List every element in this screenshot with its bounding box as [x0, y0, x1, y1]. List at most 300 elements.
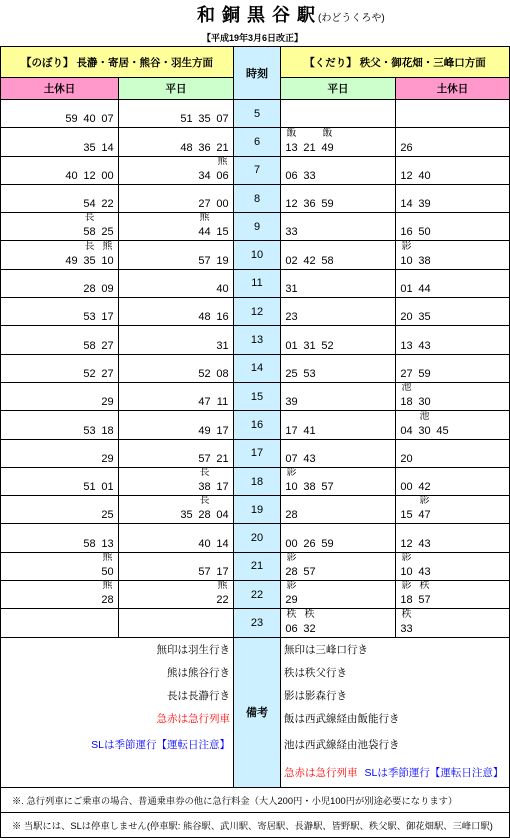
- departure: [83, 100, 96, 125]
- departure-minute: 18: [400, 396, 413, 409]
- departure-minute: 00: [216, 198, 229, 211]
- departure-minute: 12: [285, 198, 298, 211]
- departure-minute: 52: [198, 367, 211, 380]
- departure-minute: 49: [198, 424, 211, 437]
- down-holiday-cell: [396, 440, 510, 468]
- departure: [216, 100, 229, 125]
- departure: [216, 581, 229, 606]
- departure: [216, 496, 229, 521]
- departure: [101, 185, 114, 210]
- departure-minute: 10: [400, 566, 413, 579]
- departure-minute: 48: [180, 141, 193, 154]
- departure-minute: 28: [101, 594, 114, 607]
- departure-minute: 51: [180, 113, 193, 126]
- destination-mark: 長: [199, 467, 210, 479]
- up-holiday-cell: [1, 411, 119, 439]
- hour-label: 9: [234, 213, 281, 241]
- departure: [400, 298, 413, 323]
- hour-row: [1, 185, 510, 213]
- departure-minute: 31: [216, 339, 229, 352]
- hour-label: 11: [234, 270, 281, 298]
- down-holiday-cell: [396, 128, 510, 156]
- departure-minute: 40: [83, 113, 96, 126]
- destination-mark: 熊: [102, 241, 113, 252]
- departure-minute: 40: [65, 169, 78, 182]
- hour-label: 15: [234, 383, 281, 411]
- destination-mark: 影: [286, 467, 297, 479]
- departure-minute: 45: [436, 424, 449, 437]
- departure: [303, 440, 316, 465]
- up-weekday-cell: [119, 157, 234, 185]
- departure: [198, 383, 211, 408]
- departure: [285, 129, 298, 154]
- departure: [303, 129, 316, 154]
- hour-row: [1, 440, 510, 468]
- departure-minute: 16: [216, 311, 229, 324]
- note-express-fare: ※. 急行列車にご乗車の場合、普通乗車券の他に急行料金（大人200円・小児100円が別途必要になります）: [1, 788, 510, 813]
- destination-mark: 飯: [322, 128, 333, 139]
- up-holiday-cell: [1, 185, 119, 213]
- station-reading: (わどうくろや): [318, 13, 385, 24]
- note-sl-stops: ※ 当駅には、SLは停車しません(停車駅: 熊谷駅、武川駅、寄居駅、長瀞駅、皆野駅、秩父駅、御花畑駅、三峰口駅): [1, 813, 510, 838]
- departure-minute: 09: [101, 283, 114, 296]
- down-holiday-cell: [396, 468, 510, 496]
- departure: [198, 242, 211, 267]
- down-weekday-cell: [281, 411, 396, 439]
- departure-minute: 21: [303, 141, 316, 154]
- hour-label: 17: [234, 440, 281, 468]
- up-holiday-cell: [1, 355, 119, 383]
- departure-minute: 18: [400, 594, 413, 607]
- down-weekday-cell: [281, 440, 396, 468]
- up-weekday-cell: [119, 524, 234, 552]
- departure: [83, 525, 96, 550]
- departure: [198, 496, 211, 521]
- departure-minute: 28: [285, 509, 298, 522]
- up-weekday-cell: [119, 270, 234, 298]
- departure: [321, 525, 334, 550]
- departure: [303, 553, 316, 578]
- departure-minute: 13: [101, 537, 114, 550]
- hour-label: 6: [234, 128, 281, 156]
- hour-label: 18: [234, 468, 281, 496]
- hour-row: [1, 298, 510, 326]
- departure: [216, 327, 229, 352]
- departure: [101, 581, 114, 606]
- header-up-direction: 【のぼり】 長瀞・寄居・熊谷・羽生方面: [1, 47, 234, 78]
- up-weekday-cell: [119, 100, 234, 128]
- departure-minute: 36: [303, 198, 316, 211]
- departure: [101, 157, 114, 182]
- departure-minute: 17: [101, 311, 114, 324]
- departure-minute: 53: [83, 311, 96, 324]
- departure: [198, 100, 211, 125]
- down-weekday-cell: [281, 241, 396, 269]
- departure-minute: 13: [285, 141, 298, 154]
- departure: [400, 610, 413, 635]
- departure: [216, 440, 229, 465]
- departure: [285, 327, 298, 352]
- up-holiday-cell: [1, 326, 119, 354]
- departure-minute: 44: [198, 226, 211, 239]
- hour-row: [1, 326, 510, 354]
- header-down-holiday: 土休日: [396, 78, 510, 100]
- down-weekday-cell: [281, 468, 396, 496]
- departure: [101, 440, 114, 465]
- departure: [216, 270, 229, 295]
- hour-row: [1, 270, 510, 298]
- departure-minute: 31: [285, 283, 298, 296]
- hour-label: 14: [234, 355, 281, 383]
- departure-minute: 26: [400, 141, 413, 154]
- departure-minute: 13: [400, 339, 413, 352]
- down-holiday-cell: [396, 553, 510, 581]
- departure-minute: 25: [285, 367, 298, 380]
- departure-minute: 33: [303, 169, 316, 182]
- down-weekday-cell: [281, 496, 396, 524]
- destination-mark: 秩: [286, 609, 297, 620]
- departure: [216, 355, 229, 380]
- departure: [400, 383, 413, 408]
- departure: [400, 270, 413, 295]
- departure: [216, 468, 229, 493]
- header-up-holiday: 土休日: [1, 78, 119, 100]
- hour-row: [1, 355, 510, 383]
- up-holiday-cell: [1, 553, 119, 581]
- revision-date: 【平成19年3月6日改正】: [202, 33, 304, 43]
- destination-mark: 池: [419, 411, 430, 422]
- header-time-label: 時刻: [234, 47, 281, 100]
- legend-up-default: 無印は羽生行き: [156, 644, 230, 657]
- legend-down-express-sl: [284, 759, 509, 787]
- departure-minute: 47: [198, 396, 211, 409]
- departure-minute: 59: [321, 537, 334, 550]
- up-holiday-cell: [1, 270, 119, 298]
- departure: [400, 581, 413, 606]
- down-holiday-cell: [396, 100, 510, 128]
- departure-minute: 15: [216, 226, 229, 239]
- departure: [101, 327, 114, 352]
- destination-mark: 影: [401, 241, 412, 252]
- departure-minute: 54: [83, 198, 96, 211]
- departure: [83, 213, 96, 238]
- departure-minute: 23: [285, 311, 298, 324]
- departure: [436, 412, 449, 437]
- down-holiday-cell: [396, 270, 510, 298]
- departure-minute: 00: [101, 169, 114, 182]
- destination-mark: 飯: [286, 128, 297, 139]
- up-holiday-cell: [1, 468, 119, 496]
- up-weekday-cell: [119, 383, 234, 411]
- destination-mark: 熊: [102, 581, 113, 592]
- departure: [321, 327, 334, 352]
- hour-label: 22: [234, 581, 281, 609]
- departure: [285, 157, 298, 182]
- down-weekday-cell: [281, 383, 396, 411]
- destination-mark: 長: [84, 213, 95, 224]
- up-weekday-cell: [119, 326, 234, 354]
- departure: [101, 553, 114, 578]
- departure-minute: 30: [418, 396, 431, 409]
- departure-minute: 51: [83, 481, 96, 494]
- up-holiday-cell: [1, 496, 119, 524]
- hour-row: [1, 241, 510, 269]
- down-weekday-cell: [281, 524, 396, 552]
- departure-minute: 33: [400, 622, 413, 635]
- departure-minute: 06: [285, 169, 298, 182]
- departure-minute: 58: [83, 226, 96, 239]
- departure-minute: 01: [285, 339, 298, 352]
- departure: [216, 185, 229, 210]
- departure-minute: 59: [418, 367, 431, 380]
- departure: [216, 213, 229, 238]
- departure-minute: 35: [418, 311, 431, 324]
- down-weekday-cell: [281, 100, 396, 128]
- up-holiday-cell: [1, 581, 119, 609]
- down-weekday-cell: [281, 270, 396, 298]
- up-holiday-cell: [1, 609, 119, 637]
- destination-mark: 影: [401, 552, 412, 564]
- departure: [321, 242, 334, 267]
- hour-row: [1, 100, 510, 128]
- departure-minute: 57: [198, 254, 211, 267]
- departure-minute: 00: [285, 537, 298, 550]
- departure-minute: 32: [303, 622, 316, 635]
- departure-minute: 27: [198, 198, 211, 211]
- departure: [418, 525, 431, 550]
- up-weekday-cell: [119, 553, 234, 581]
- legend-label: 備考: [234, 638, 281, 788]
- destination-mark: 長: [84, 241, 95, 252]
- departure-minute: 35: [83, 254, 96, 267]
- departure-minute: 27: [101, 339, 114, 352]
- destination-mark: 影: [286, 581, 297, 592]
- up-holiday-cell: [1, 383, 119, 411]
- down-holiday-cell: [396, 326, 510, 354]
- hour-row: [1, 411, 510, 439]
- departure-minute: 34: [198, 169, 211, 182]
- departure-minute: 36: [198, 141, 211, 154]
- hour-label: 13: [234, 326, 281, 354]
- departure: [180, 129, 193, 154]
- down-weekday-cell: [281, 128, 396, 156]
- destination-mark: 影: [419, 496, 430, 507]
- down-weekday-cell: [281, 185, 396, 213]
- down-holiday-cell: [396, 355, 510, 383]
- departure-minute: 12: [400, 537, 413, 550]
- departure-minute: 01: [101, 481, 114, 494]
- departure: [198, 355, 211, 380]
- departure: [83, 242, 96, 267]
- down-holiday-cell: [396, 383, 510, 411]
- departure: [400, 525, 413, 550]
- departure: [285, 185, 298, 210]
- destination-mark: 秩: [401, 609, 412, 620]
- up-weekday-cell: [119, 411, 234, 439]
- legend-down-default: 無印は三峰口行き: [284, 644, 368, 657]
- departure-minute: 44: [418, 283, 431, 296]
- up-weekday-cell: [119, 609, 234, 637]
- departure-minute: 35: [180, 509, 193, 522]
- departure: [418, 496, 431, 521]
- departure: [303, 525, 316, 550]
- departure: [83, 355, 96, 380]
- down-holiday-cell: [396, 157, 510, 185]
- departure: [400, 553, 413, 578]
- departure: [101, 525, 114, 550]
- departure-minute: 58: [83, 537, 96, 550]
- departure-minute: 40: [198, 537, 211, 550]
- station-name: 和 銅 黒 谷 駅: [197, 5, 317, 25]
- departure: [101, 496, 114, 521]
- departure: [418, 242, 431, 267]
- departure: [418, 412, 431, 437]
- departure-minute: 21: [216, 141, 229, 154]
- departure: [400, 440, 413, 465]
- hour-label: 8: [234, 185, 281, 213]
- departure-minute: 57: [198, 452, 211, 465]
- departure: [418, 355, 431, 380]
- hour-label: 21: [234, 553, 281, 581]
- departure: [285, 412, 298, 437]
- departure-minute: 42: [418, 481, 431, 494]
- departure-minute: 11: [216, 396, 229, 409]
- departure: [216, 412, 229, 437]
- hour-label: 7: [234, 157, 281, 185]
- departure: [101, 270, 114, 295]
- legend-down-chichibu: 秩は秩父行き: [284, 667, 347, 680]
- departure-minute: 38: [303, 481, 316, 494]
- hour-row: [1, 128, 510, 156]
- departure: [303, 242, 316, 267]
- departure-minute: 30: [418, 424, 431, 437]
- hour-rows: [1, 100, 510, 638]
- header-down-weekday: 平日: [281, 78, 396, 100]
- departure-minute: 15: [400, 509, 413, 522]
- departure-minute: 04: [216, 509, 229, 522]
- departure-minute: 39: [418, 198, 431, 211]
- departure-minute: 17: [216, 566, 229, 579]
- departure: [83, 412, 96, 437]
- departure-minute: 22: [101, 198, 114, 211]
- departure-minute: 29: [101, 452, 114, 465]
- up-weekday-cell: [119, 355, 234, 383]
- departure-minute: 27: [400, 367, 413, 380]
- destination-mark: 熊: [102, 552, 113, 564]
- down-holiday-cell: [396, 213, 510, 241]
- departure-minute: 17: [216, 424, 229, 437]
- departure-minute: 41: [303, 424, 316, 437]
- departure-minute: 07: [101, 113, 114, 126]
- up-holiday-cell: [1, 241, 119, 269]
- hour-row: [1, 581, 510, 609]
- departure-minute: 59: [65, 113, 78, 126]
- legend-up-sl: SLは季節運行【運転日注意】: [91, 739, 230, 752]
- departure-minute: 57: [198, 566, 211, 579]
- header-up-weekday: 平日: [119, 78, 234, 100]
- departure-minute: 14: [101, 141, 114, 154]
- departure: [101, 412, 114, 437]
- departure-minute: 20: [400, 452, 413, 465]
- departure-minute: 59: [321, 198, 334, 211]
- hour-row: [1, 553, 510, 581]
- up-weekday-cell: [119, 185, 234, 213]
- departure: [303, 185, 316, 210]
- departure-minute: 28: [198, 509, 211, 522]
- departure-minute: 43: [418, 537, 431, 550]
- up-holiday-cell: [1, 213, 119, 241]
- departure-minute: 43: [418, 339, 431, 352]
- departure: [285, 213, 298, 238]
- departure: [285, 355, 298, 380]
- departure: [418, 157, 431, 182]
- departure: [83, 270, 96, 295]
- hour-row: [1, 524, 510, 552]
- destination-mark: 影: [401, 581, 412, 592]
- down-weekday-cell: [281, 581, 396, 609]
- up-holiday-cell: [1, 128, 119, 156]
- departure: [400, 213, 413, 238]
- hour-label: 10: [234, 241, 281, 269]
- departure-minute: 35: [83, 141, 96, 154]
- up-weekday-cell: [119, 213, 234, 241]
- departure-minute: 26: [303, 537, 316, 550]
- down-holiday-cell: [396, 185, 510, 213]
- departure-minute: 12: [400, 169, 413, 182]
- departure-minute: 06: [216, 169, 229, 182]
- legend-up-express: 急赤は急行列車: [156, 713, 230, 726]
- departure-minute: 40: [418, 169, 431, 182]
- departure-minute: 14: [400, 198, 413, 211]
- departure: [198, 129, 211, 154]
- departure-minute: 38: [418, 254, 431, 267]
- up-weekday-cell: [119, 298, 234, 326]
- departure-minute: 28: [83, 283, 96, 296]
- departure: [83, 157, 96, 182]
- departure-minute: 29: [101, 396, 114, 409]
- departure: [198, 185, 211, 210]
- legend-down: [281, 638, 510, 788]
- up-holiday-cell: [1, 524, 119, 552]
- departure: [303, 355, 316, 380]
- departure: [400, 468, 413, 493]
- down-weekday-cell: [281, 326, 396, 354]
- departure: [418, 581, 431, 606]
- departure-minute: 27: [101, 367, 114, 380]
- down-holiday-cell: [396, 496, 510, 524]
- departure-minute: 40: [216, 283, 229, 296]
- departure: [83, 129, 96, 154]
- up-holiday-cell: [1, 298, 119, 326]
- departure-minute: 50: [418, 226, 431, 239]
- hour-row: [1, 157, 510, 185]
- hour-row: [1, 609, 510, 637]
- hour-label: 23: [234, 609, 281, 637]
- down-weekday-cell: [281, 213, 396, 241]
- departure-minute: 14: [216, 537, 229, 550]
- departure: [418, 327, 431, 352]
- down-holiday-cell: [396, 609, 510, 637]
- departure: [83, 298, 96, 323]
- departure-minute: 19: [216, 254, 229, 267]
- departure: [83, 327, 96, 352]
- down-holiday-cell: [396, 241, 510, 269]
- departure: [418, 553, 431, 578]
- departure-minute: 04: [400, 424, 413, 437]
- departure-minute: 10: [101, 254, 114, 267]
- departure: [400, 157, 413, 182]
- departure: [285, 468, 298, 493]
